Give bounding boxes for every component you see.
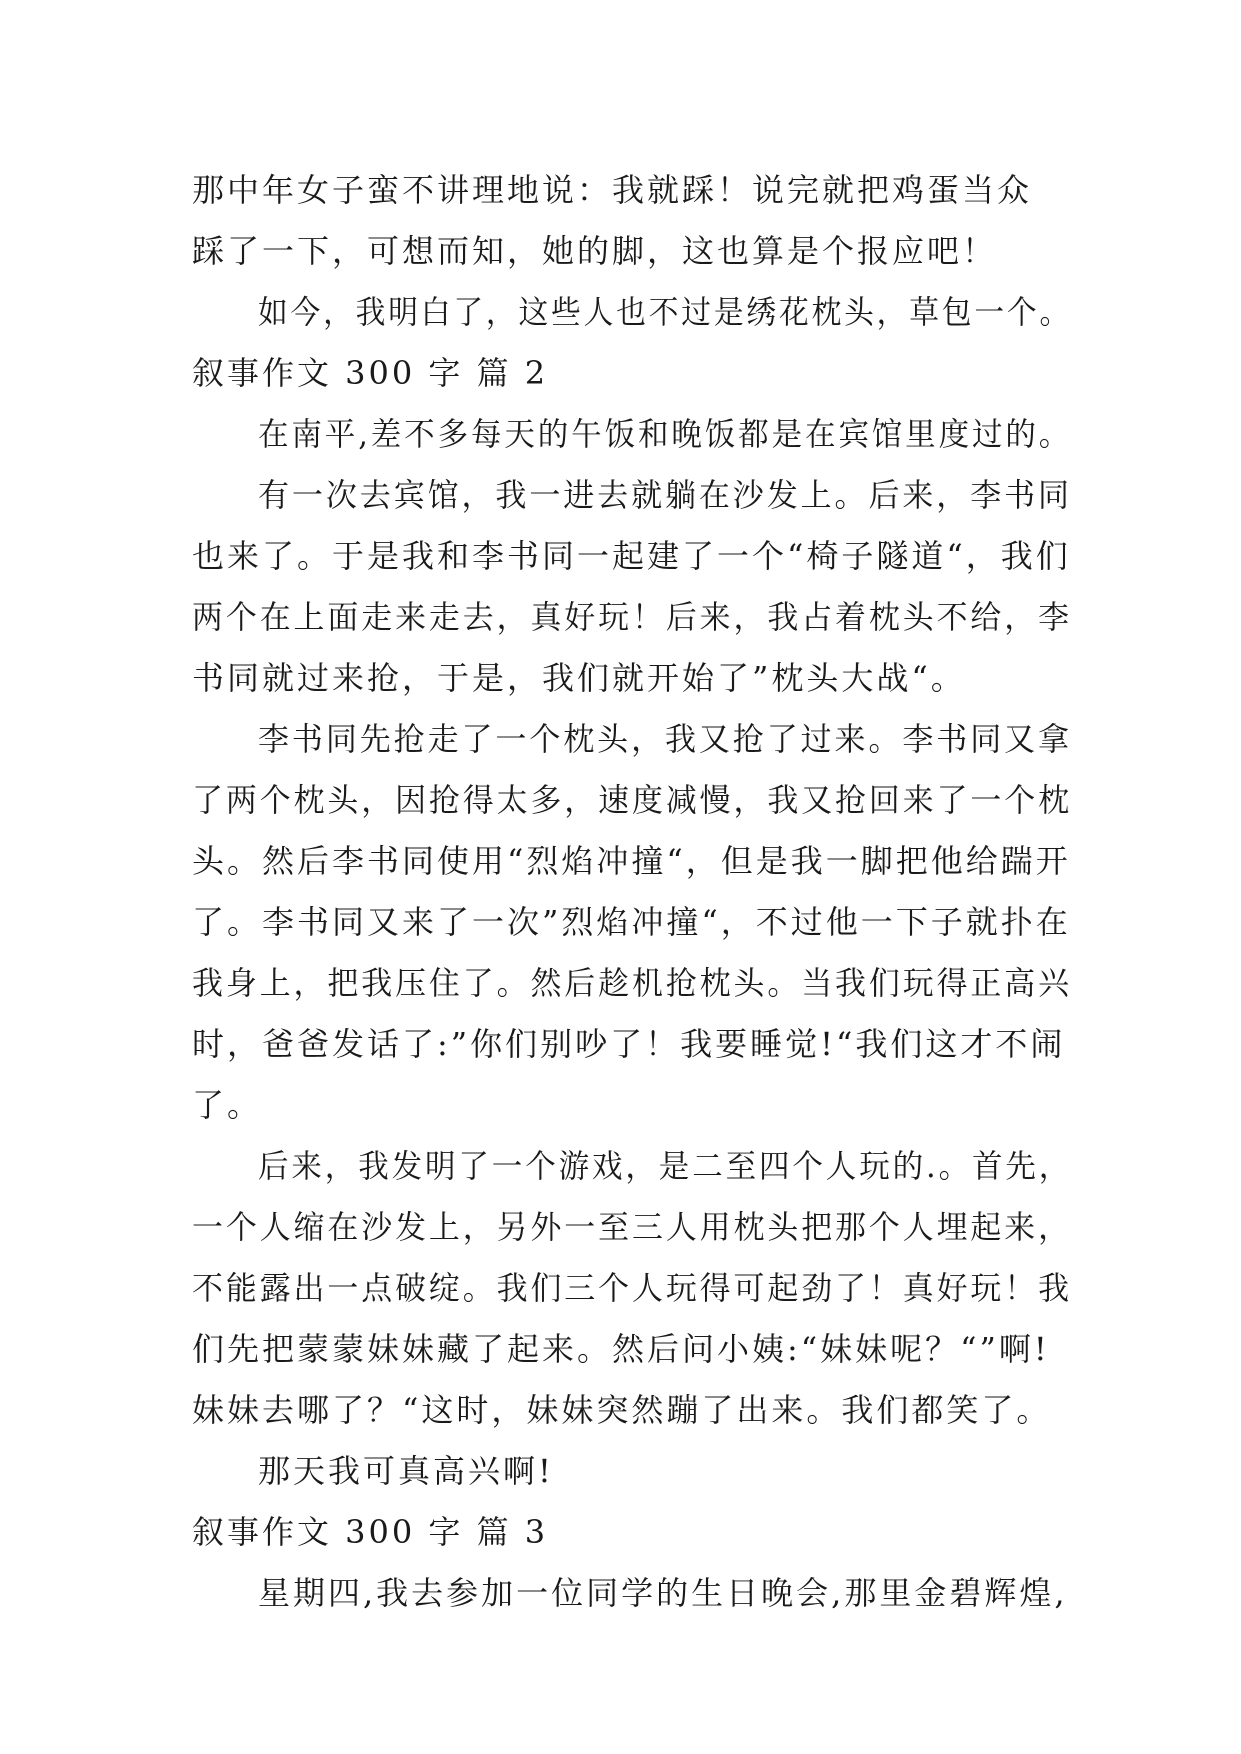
text-line: 在南平,差不多每天的午饭和晚饭都是在宾馆里度过的。	[258, 415, 1073, 453]
text-line: 了。	[192, 1086, 263, 1124]
text-line: 了两个枕头，因抢得太多，速度减慢，我又抢回来了一个枕	[192, 781, 1072, 819]
text-line: 如今，我明白了，这些人也不过是绣花枕头，草包一个。	[258, 293, 1073, 331]
text-line: 那中年女子蛮不讲理地说：我就踩！说完就把鸡蛋当众	[192, 171, 1033, 209]
text-line: 书同就过来抢，于是，我们就开始了”枕头大战“。	[192, 659, 966, 697]
text-line: 李书同先抢走了一个枕头，我又抢了过来。李书同又拿	[258, 720, 1072, 758]
text-line: 了。李书同又来了一次”烈焰冲撞“，不过他一下子就扑在	[192, 903, 1071, 941]
text-line: 后来，我发明了一个游戏，是二至四个人玩的.。首先，	[258, 1147, 1073, 1185]
text-line: 一个人缩在沙发上，另外一至三人用枕头把那个人埋起来，	[192, 1208, 1072, 1246]
text-line: 两个在上面走来走去，真好玩！后来，我占着枕头不给，李	[192, 598, 1072, 636]
text-line: 们先把蒙蒙妹妹藏了起来。然后问小姨:“妹妹呢？“”啊!	[192, 1330, 1050, 1368]
text-line: 头。然后李书同使用“烈焰冲撞“，但是我一脚把他给踹开	[192, 842, 1071, 880]
section-heading: 叙事作文 300 字 篇 2	[192, 354, 549, 392]
text-line: 时，爸爸发话了:”你们别吵了！我要睡觉!“我们这才不闹	[192, 1025, 1066, 1063]
section-heading: 叙事作文 300 字 篇 3	[192, 1513, 549, 1551]
text-line: 我身上，把我压住了。然后趁机抢枕头。当我们玩得正高兴	[192, 964, 1072, 1002]
text-line: 有一次去宾馆，我一进去就躺在沙发上。后来，李书同	[258, 476, 1072, 514]
text-line: 踩了一下，可想而知，她的脚，这也算是个报应吧！	[192, 232, 998, 270]
document-body	[192, 160, 1072, 1624]
text-line: 也来了。于是我和李书同一起建了一个“椅子隧道“，我们	[192, 537, 1071, 575]
text-line: 星期四,我去参加一位同学的生日晚会,那里金碧辉煌,	[258, 1574, 1068, 1612]
text-line: 那天我可真高兴啊!	[258, 1452, 554, 1490]
text-line: 妹妹去哪了？“这时，妹妹突然蹦了出来。我们都笑了。	[192, 1391, 1052, 1429]
text-line: 不能露出一点破绽。我们三个人玩得可起劲了！真好玩！我	[192, 1269, 1072, 1307]
